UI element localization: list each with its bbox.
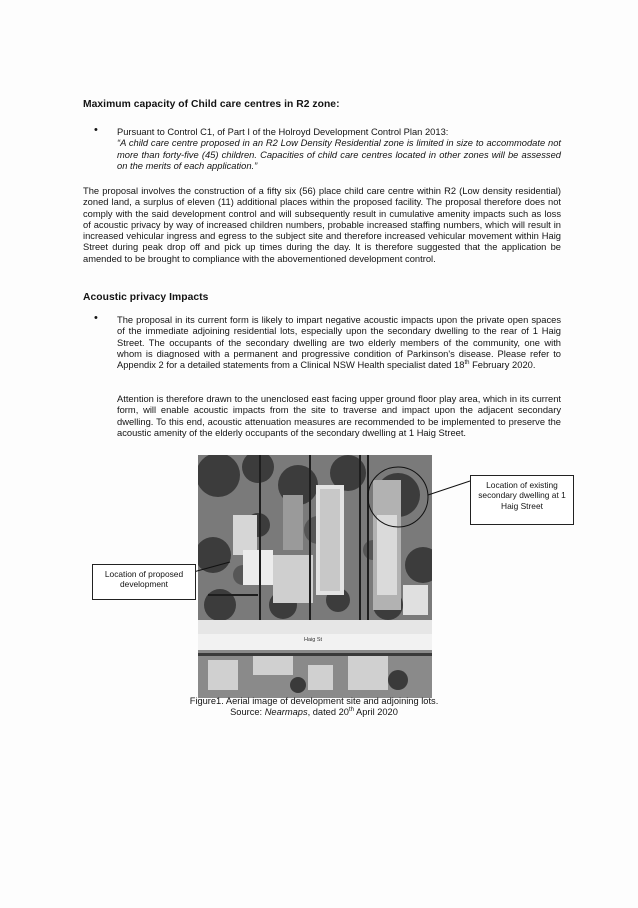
figure-source	[164, 707, 464, 717]
proposal-paragraph: The proposal involves the construction of a fifty six (56) place child care centre within R2 (Low density residential) zoned land, a surplus of eleven (11) additional places within the proposed facility. The proposal therefore does not comply with the said development control and will subsequently result in cumulative amenity impacts such as loss of acoustic privacy by way of increased children numbers, probable increased staffing numbers, which will result in increased vehicular ingress and egress to the subject site and therefore increased vehicular movement within Haig Street during peak drop off and pick up times during the day. It is therefore suggested that the application be amended to be brought to compliance with the abovementioned development control.	[83, 186, 561, 264]
control-quote: “A child care centre proposed in an R2 Low Density Residential zone is limited in size to accommodate not more than forty-five (45) children. Capacities of child care centres located in other zones will be assessed on the merits of each application.”	[117, 138, 561, 171]
street-label: Haig St	[304, 637, 323, 643]
heading-max-capacity: Maximum capacity of Child care centres in R2 zone:	[83, 99, 340, 110]
ordinal-sup: th	[464, 360, 470, 367]
heading-acoustic-privacy: Acoustic privacy Impacts	[83, 292, 209, 303]
source-date-b: April 2020	[353, 707, 398, 717]
acoustic-text-a: The proposal in its current form is likely to impart negative acoustic impacts upon the private open spaces of the immediate adjoining residential lots, especially upon the secondary dwelling to the rear of 1 Haig Street. The occupants of the secondary dwelling are two elderly members of the community, one with whom is diagnosed with a permanent and progressive condition of Parkinson's disease. Please refer to Appendix 2 for a detailed statements from a Clinical NSW Health specialist dated 18	[117, 315, 561, 371]
source-name: Nearmaps	[264, 707, 308, 717]
source-date-a: , dated 20	[307, 707, 349, 717]
bullet-lead-text: Pursuant to Control C1, of Part I of the Holroyd Development Control Plan 2013:	[117, 127, 449, 137]
callout-proposed-development: Location of proposed development	[92, 564, 196, 600]
source-date-sup: th	[348, 706, 354, 713]
bullet-dot: •	[94, 312, 98, 324]
bullet-dot: •	[94, 124, 98, 136]
acoustic-text-b: February 2020.	[469, 360, 536, 371]
source-label: Source:	[230, 707, 265, 717]
acoustic-paragraph-2: Attention is therefore drawn to the unenclosed east facing upper ground floor play area, which in its current form, will enable acoustic impacts from the site to traverse and impact upon the adjacent secondary dwelling. To this end, acoustic attenuation measures are recommended to be implemented to preserve the acoustic amenity of the elderly occupants of the secondary dwelling at 1 Haig Street.	[117, 394, 561, 438]
figure-caption: Figure1. Aerial image of development site and adjoining lots.	[189, 696, 439, 706]
callout-secondary-dwelling: Location of existing secondary dwelling at 1 Haig Street	[470, 475, 574, 525]
